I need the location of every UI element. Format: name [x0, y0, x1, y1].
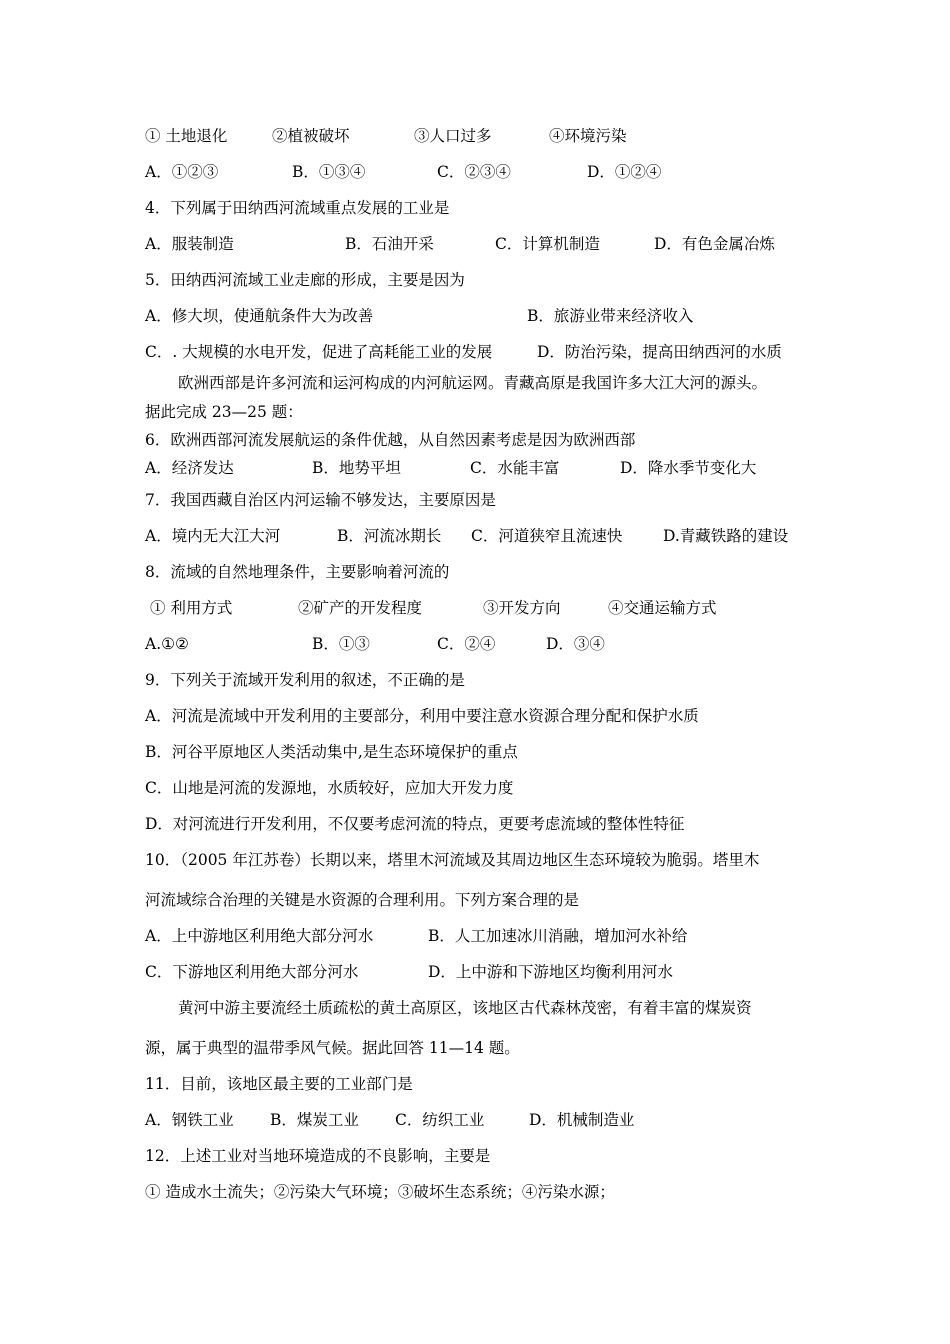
option-d: D．降水季节变化大	[620, 459, 757, 477]
statement-1: ① 利用方式	[150, 599, 233, 617]
option-c: C．下游地区利用绝大部分河水	[145, 963, 359, 981]
option-c: C．②③④	[437, 163, 511, 181]
question-10-line-1: 10．（2005 年江苏卷）长期以来，塔里木河流域及其周边地区生态环境较为脆弱。塔里木	[145, 851, 760, 869]
option-c: C．河道狭窄且流速快	[471, 527, 623, 545]
option-b: B．石油开采	[345, 235, 434, 253]
option-b: B．人工加速冰川消融，增加河水补给	[428, 927, 688, 945]
option-d: D．有色金属冶炼	[654, 235, 775, 253]
option-d: D．③④	[546, 635, 605, 653]
question-10-line-2: 河流域综合治理的关键是水资源的合理利用。下列方案合理的是	[145, 891, 580, 909]
option-c: C．. 大规模的水电开发，促进了高耗能工业的发展	[145, 343, 493, 361]
option-b: B．煤炭工业	[270, 1111, 359, 1129]
option-a: A．服装制造	[145, 235, 234, 253]
option-d: D．机械制造业	[529, 1111, 635, 1129]
option-c: C．山地是河流的发源地，水质较好，应加大开发力度	[145, 779, 514, 797]
option-b: B．地势平坦	[312, 459, 401, 477]
passage-1-line-2: 据此完成 23—25 题：	[145, 403, 303, 421]
passage-2-line-2: 源，属于典型的温带季风气候。据此回答 11—14 题。	[145, 1039, 520, 1057]
statement-3: ③开发方向	[483, 599, 561, 617]
passage-1-line-1: 欧洲西部是许多河流和运河构成的内河航运网。青藏高原是我国许多大江大河的源头。	[178, 374, 768, 392]
statement-3: ③人口过多	[414, 127, 492, 145]
option-a: A．上中游地区利用绝大部分河水	[145, 927, 374, 945]
statement-4: ④交通运输方式	[608, 599, 717, 617]
option-b: B．河流冰期长	[337, 527, 442, 545]
option-d: D．上中游和下游地区均衡利用河水	[428, 963, 673, 981]
option-a: A．河流是流域中开发利用的主要部分，利用中要注意水资源合理分配和保护水质	[145, 707, 699, 725]
option-a: A．经济发达	[145, 459, 234, 477]
question-4: 4．下列属于田纳西河流域重点发展的工业是	[145, 199, 450, 217]
option-b: B．旅游业带来经济收入	[527, 307, 694, 325]
passage-2-line-1: 黄河中游主要流经土质疏松的黄土高原区，该地区古代森林茂密，有着丰富的煤炭资	[178, 999, 752, 1017]
question-12: 12．上述工业对当地环境造成的不良影响，主要是	[145, 1147, 491, 1165]
question-12-statements: ① 造成水土流失；②污染大气环境；③破坏生态系统；④污染水源；	[145, 1183, 615, 1201]
option-c: C．计算机制造	[495, 235, 600, 253]
statement-2: ②植被破坏	[272, 127, 350, 145]
question-5: 5．田纳西河流域工业走廊的形成，主要是因为	[145, 271, 465, 289]
option-d: D．对河流进行开发利用，不仅要考虑河流的特点，更要考虑流域的整体性特征	[145, 815, 685, 833]
option-c: C．纺织工业	[395, 1111, 485, 1129]
option-d: D.青藏铁路的建设	[663, 527, 789, 545]
question-7: 7．我国西藏自治区内河运输不够发达，主要原因是	[145, 491, 496, 509]
question-9: 9．下列关于流域开发利用的叙述，不正确的是	[145, 671, 465, 689]
statement-4: ④环境污染	[549, 127, 627, 145]
option-c: C．②④	[437, 635, 496, 653]
option-a: A.①②	[145, 635, 189, 653]
question-6: 6．欧洲西部河流发展航运的条件优越，从自然因素考虑是因为欧洲西部	[145, 431, 636, 449]
option-a: A．钢铁工业	[145, 1111, 234, 1129]
question-11: 11．目前，该地区最主要的工业部门是	[145, 1075, 413, 1093]
option-b: B．①③	[312, 635, 370, 653]
question-8: 8．流域的自然地理条件，主要影响着河流的	[145, 563, 450, 581]
option-a: A．修大坝，使通航条件大为改善	[145, 307, 374, 325]
statement-1: ① 土地退化	[145, 127, 228, 145]
option-d: D．防治污染，提高田纳西河的水质	[537, 343, 782, 361]
statement-2: ②矿产的开发程度	[298, 599, 423, 617]
option-b: B．①③④	[292, 163, 366, 181]
option-b: B．河谷平原地区人类活动集中,是生态环境保护的重点	[145, 743, 518, 761]
option-a: A．①②③	[145, 163, 219, 181]
option-a: A．境内无大江大河	[145, 527, 281, 545]
option-d: D．①②④	[587, 163, 662, 181]
option-c: C．水能丰富	[470, 459, 560, 477]
